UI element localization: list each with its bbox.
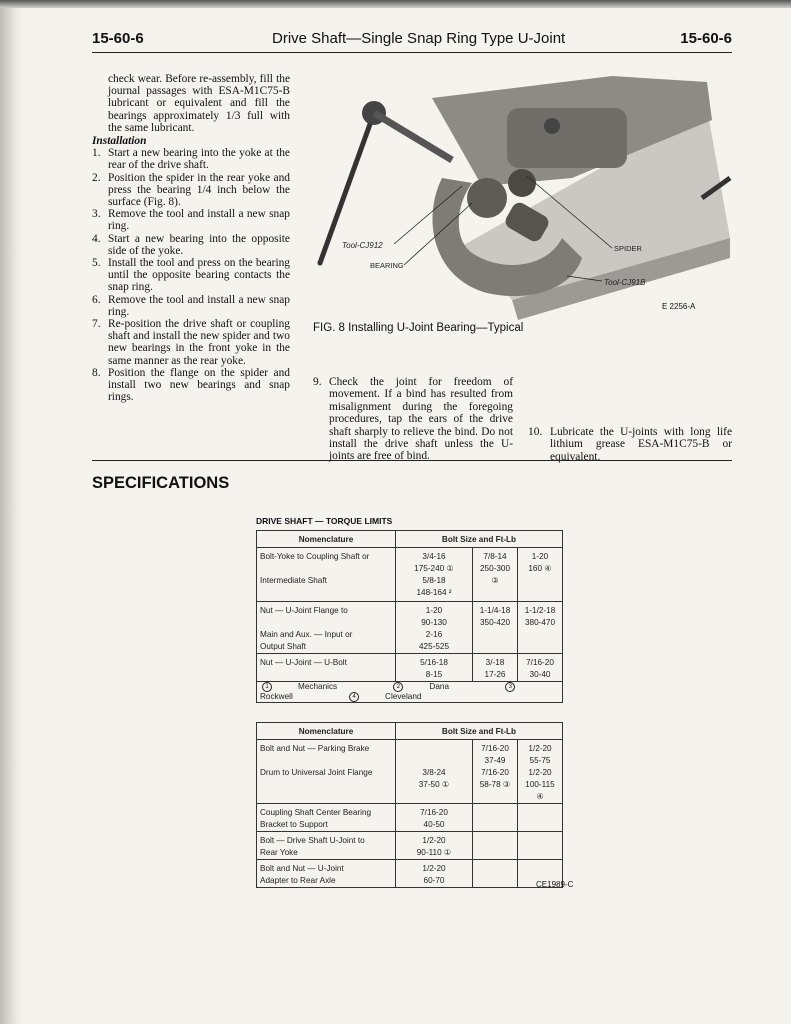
vise-jaw: [507, 108, 627, 168]
column-header: Nomenclature: [257, 531, 396, 548]
nomenclature-cell: Nut — U-Joint — U-Bolt: [257, 654, 396, 682]
u-joint-installation-figure: [312, 68, 732, 328]
intro-paragraph: check wear. Before re-assembly, fill the journal passages with ESA-M1C75-B lubricant or equivalent and fill the bearings approximately 1/3 full with the same lubricant.: [108, 73, 290, 134]
tool-screw: [374, 113, 452, 160]
footnote-label: Cleveland: [385, 692, 422, 702]
table-title: DRIVE SHAFT — TORQUE LIMITS: [256, 516, 393, 526]
table-row: [257, 860, 563, 888]
step-text: Lubricate the U-joints with long life lithium grease ESA-M1C75-B or equivalent.: [550, 426, 732, 463]
step-text: Remove the tool and install a new snap ring.: [108, 208, 290, 233]
scan-shadow-left: [0, 0, 22, 1024]
step-text: Install the tool and press on the bearing until the opposite bearing contacts the snap ring.: [108, 257, 290, 294]
value-cell: 1-20 90-130 2-16 425-525: [396, 602, 473, 654]
table-row: [257, 654, 563, 682]
value-cell: [473, 832, 518, 860]
page-number-right: 15-60-6: [680, 30, 732, 47]
step-text: Re-position the drive shaft or coupling shaft and install the new spider and two new bearings in the front yoke in the same manner as the rear yoke.: [108, 318, 290, 367]
value-cell: [473, 860, 518, 888]
step-item: [92, 172, 290, 209]
footnote-row: [257, 682, 563, 703]
left-column: [92, 73, 290, 403]
footnote-mark: 4: [349, 692, 359, 702]
value-cell: [518, 832, 563, 860]
step-item: [92, 318, 290, 367]
step-number: 6.: [92, 293, 101, 306]
value-cell: [518, 804, 563, 832]
footnotes: [257, 682, 563, 703]
value-cell: 7/8-14 250-300 ③: [473, 548, 518, 602]
step-item: [92, 147, 290, 171]
page-title: Drive Shaft—Single Snap Ring Type U-Joint: [272, 30, 566, 47]
value-cell: 5/16-18 8-15: [396, 654, 473, 682]
step-text: Start a new bearing into the opposite side of the yoke.: [108, 232, 290, 257]
footnote-mark: 3: [505, 682, 515, 692]
page-number-left: 15-60-6: [92, 30, 144, 47]
document-code: CE1989-C: [536, 880, 574, 889]
footnote-label: Rockwell: [260, 692, 293, 702]
nomenclature-cell: Bolt-Yoke to Coupling Shaft or Intermediate Shaft: [257, 548, 396, 602]
value-cell: 7/16-20 40-50: [396, 804, 473, 832]
value-cell: 1/2-20 60-70: [396, 860, 473, 888]
footnote: [391, 682, 475, 691]
value-cell: 1-1/4-18 350-420: [473, 602, 518, 654]
step-number: 7.: [92, 318, 101, 331]
nomenclature-cell: Bolt and Nut — Parking Brake Drum to Universal Joint Flange: [257, 740, 396, 804]
figure-label-spider: SPIDER: [614, 244, 642, 253]
step-text: Check the joint for freedom of movement. If a bind has resulted from misalignment during the foregoing procedures, tap the ears of the drive shaft sharply to relieve the bind. Do not install the drive shaft unless the U-joints are free of bind.: [329, 376, 513, 463]
value-cell: 1-20 160 ④: [518, 548, 563, 602]
step-number: 8.: [92, 366, 101, 379]
table-row: [257, 602, 563, 654]
step-item: [92, 208, 290, 232]
footnote: [260, 682, 363, 691]
step-item: [92, 257, 290, 294]
footnote-label: Mechanics: [298, 682, 338, 692]
figure-label-tool: Tool-CJ912: [342, 241, 383, 250]
table-row: [257, 832, 563, 860]
column-header: Nomenclature: [257, 723, 396, 740]
figure-label-tool-2: Tool-CJ91B: [604, 278, 646, 287]
figure-caption: FIG. 8 Installing U-Joint Bearing—Typical: [313, 322, 524, 334]
figure-label-bearing: BEARING: [370, 261, 404, 270]
step-number: 3.: [92, 208, 101, 221]
footnote: [347, 692, 447, 701]
table-row: [257, 740, 563, 804]
torque-limits-table-1: [256, 530, 563, 703]
column-header: Bolt Size and Ft-Lb: [396, 723, 563, 740]
step-10: [528, 426, 732, 463]
installation-steps: [92, 147, 290, 403]
scan-shadow-top: [0, 0, 791, 8]
specifications-heading: SPECIFICATIONS: [92, 474, 230, 492]
footnote-label: Dana: [429, 682, 449, 692]
figure-id: E 2256-A: [662, 302, 696, 311]
nomenclature-cell: Bolt and Nut — U-Joint Adapter to Rear Axle: [257, 860, 396, 888]
step-number: 9.: [313, 376, 322, 388]
step-item: [92, 233, 290, 257]
step-number: 2.: [92, 171, 101, 184]
step-number: 5.: [92, 257, 101, 270]
table-row: [257, 548, 563, 602]
vise-bolt: [544, 118, 560, 134]
torque-limits-table-2: [256, 722, 563, 888]
section-divider: [92, 460, 732, 461]
footnote-mark: 2: [393, 682, 403, 692]
installation-heading: Installation: [92, 135, 147, 148]
nomenclature-cell: Nut — U-Joint Flange to Main and Aux. — Input or Output Shaft: [257, 602, 396, 654]
bearing-cup: [508, 169, 536, 197]
step-text: Position the spider in the rear yoke and press the bearing 1/4 inch below the surface (Fig. 8).: [108, 171, 290, 209]
step-item: [92, 294, 290, 318]
value-cell: 3/8-24 37-50 ①: [396, 740, 473, 804]
value-cell: 3/-18 17-26: [473, 654, 518, 682]
value-cell: 7/16-20 30-40: [518, 654, 563, 682]
step-9: [313, 376, 513, 463]
step-text: Start a new bearing into the yoke at the rear of the drive shaft.: [108, 147, 290, 172]
column-header: Bolt Size and Ft-Lb: [396, 531, 563, 548]
value-cell: 1/2-20 55-75 1/2-20 100-115 ④: [518, 740, 563, 804]
step-text: Position the flange on the spider and install two new bearings and snap rings.: [108, 366, 290, 404]
step-number: 1.: [92, 147, 101, 160]
u-joint-spider: [467, 178, 507, 218]
table-row: [257, 804, 563, 832]
footnote-mark: 1: [262, 682, 272, 692]
value-cell: 7/16-20 37-49 7/16-20 58-78 ③: [473, 740, 518, 804]
value-cell: 3/4-16 175-240 ① 5/8-18 148-164 ²: [396, 548, 473, 602]
step-number: 10.: [528, 426, 543, 438]
value-cell: [473, 804, 518, 832]
step-number: 4.: [92, 232, 101, 245]
nomenclature-cell: Bolt — Drive Shaft U-Joint to Rear Yoke: [257, 832, 396, 860]
value-cell: 1/2-20 90-110 ①: [396, 832, 473, 860]
step-text: Remove the tool and install a new snap ring.: [108, 293, 290, 318]
value-cell: 1-1/2-18 380-470: [518, 602, 563, 654]
nomenclature-cell: Coupling Shaft Center Bearing Bracket to Support: [257, 804, 396, 832]
step-item: [92, 367, 290, 404]
page-header: [92, 30, 732, 53]
